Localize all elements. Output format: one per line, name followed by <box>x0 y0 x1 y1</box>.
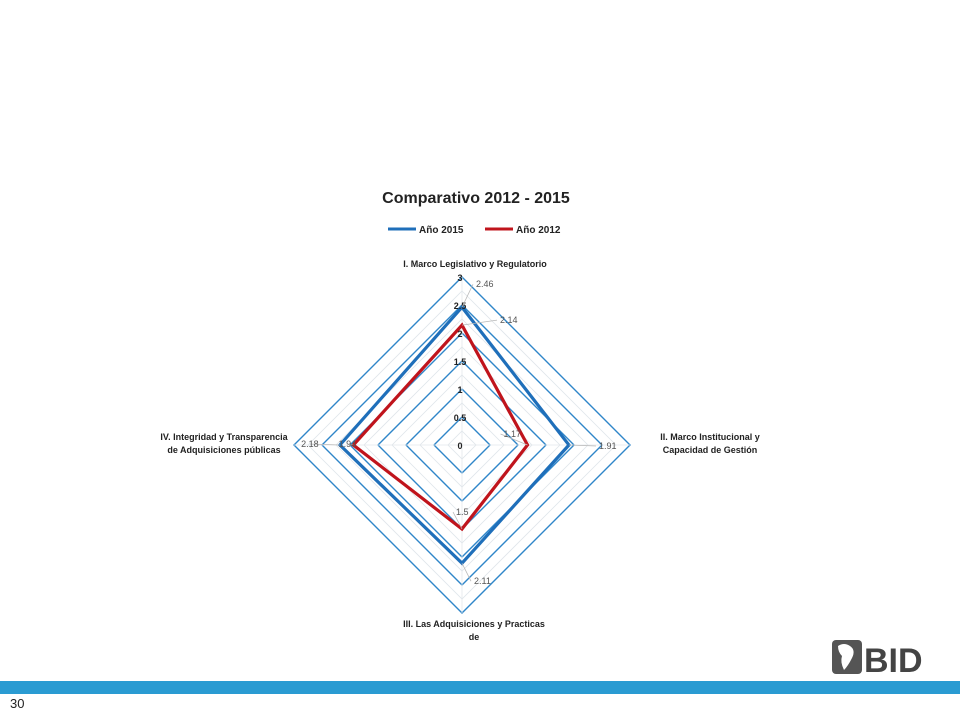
axis-label-4-line-2: de Adquisiciones públicas <box>167 445 281 455</box>
axis-label-2-line-1: II. Marco Institucional y <box>660 432 760 442</box>
axis-label-3-line-2: de <box>468 632 480 642</box>
legend <box>388 225 561 236</box>
tick-label: 1 <box>457 385 463 395</box>
legend-label-2012: Año 2012 <box>516 225 561 236</box>
data-label: 2.18 <box>301 439 319 449</box>
logo-text: BID <box>864 642 923 678</box>
axis-label-2-line-2: Capacidad de Gestión <box>662 445 758 455</box>
globe-icon <box>832 640 862 674</box>
legend-label-2015: Año 2015 <box>419 225 464 236</box>
data-label-leader <box>462 284 473 307</box>
chart-title: Comparativo 2012 - 2015 <box>382 190 570 207</box>
tick-label: 2 <box>457 329 463 339</box>
data-label-leader <box>462 320 497 325</box>
axis-label-4-line-1: IV. Integridad y Transparencia <box>160 432 288 442</box>
data-label-leader <box>462 563 471 581</box>
data-label: 1.91 <box>598 441 617 451</box>
axis-label-3-line-1: III. Las Adquisiciones y Practicas <box>403 619 545 629</box>
tick-label: 1.5 <box>453 357 467 367</box>
footer-band <box>0 681 960 694</box>
data-label: 1.17 <box>503 429 522 439</box>
data-label: 2.14 <box>500 315 518 326</box>
tick-label: 2.5 <box>453 301 467 311</box>
data-label: 1.94 <box>338 439 357 449</box>
tick-label: 0.5 <box>453 413 467 423</box>
tick-label: 3 <box>457 273 463 283</box>
data-label: 2.46 <box>476 279 494 290</box>
page-number: 30 <box>10 696 25 711</box>
data-label: 2.11 <box>474 576 491 587</box>
bid-logo <box>830 636 930 678</box>
tick-label: 0 <box>457 441 463 451</box>
data-label: 1.5 <box>456 507 469 517</box>
axis-label-1: I. Marco Legislativo y Regulatorio <box>403 259 547 269</box>
